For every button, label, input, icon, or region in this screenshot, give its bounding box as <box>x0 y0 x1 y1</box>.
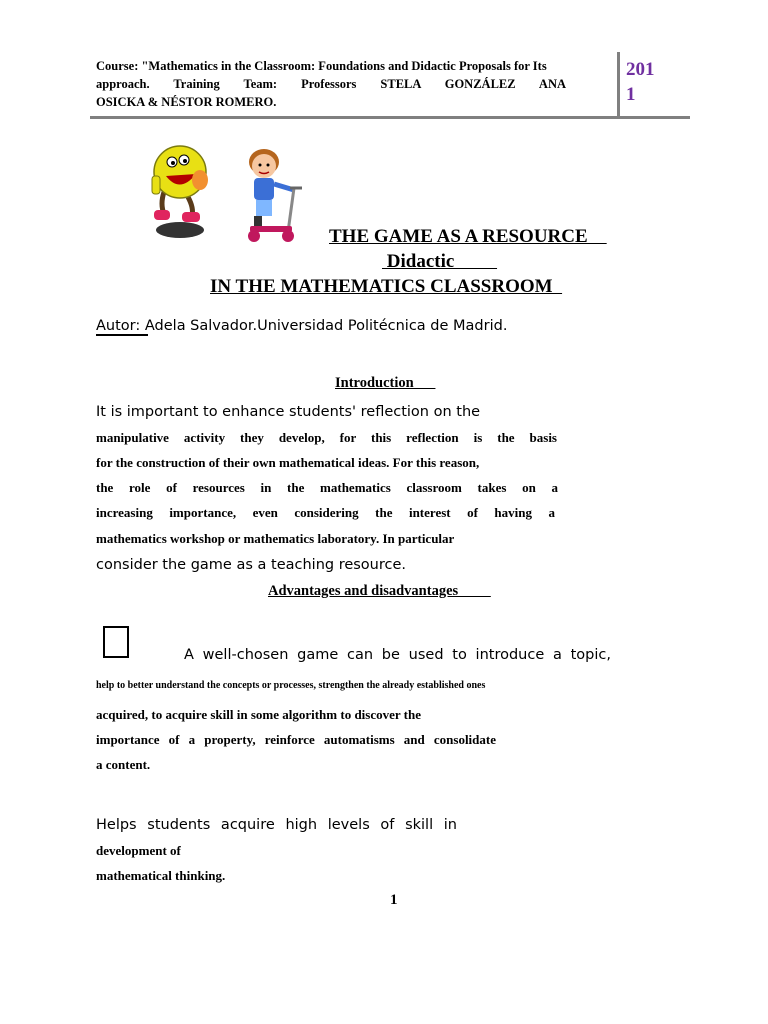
intro-line: mathematics workshop or mathematics laboratory. In particular <box>96 531 455 546</box>
pacman-character-icon <box>150 142 220 242</box>
bullet1-line: A well-chosen game can be used to introduce a topic, <box>184 647 611 663</box>
intro-line: increasing importance, even considering the interest of having a <box>96 505 555 520</box>
header-line-2: approach. Training Team: Professors STELA GONZÁLEZ ANA <box>96 77 566 91</box>
bullet2-line: mathematical thinking. <box>96 868 226 883</box>
bullet1-line: a content. <box>96 757 151 772</box>
header-divider <box>617 52 620 116</box>
page-number: 1 <box>390 892 398 908</box>
title-line-2: Didactic <box>382 251 498 272</box>
header-year: 201 1 <box>626 59 655 105</box>
bullet1-line: acquired, to acquire skill in some algorithm to discover the <box>96 707 421 722</box>
author-label: Autor: <box>96 318 141 334</box>
bullet1-line: importance of a property, reinforce automatisms and consolidate <box>96 732 496 747</box>
course-header <box>96 57 566 111</box>
author-label-underline <box>96 334 148 336</box>
header-line-3: OSICKA & NÉSTOR ROMERO. <box>96 95 277 109</box>
intro-line: for the construction of their own mathematical ideas. For this reason, <box>96 455 480 470</box>
title-line-3: IN THE MATHEMATICS CLASSROOM <box>210 276 563 297</box>
intro-line: It is important to enhance students' reflection on the <box>96 404 481 420</box>
title-line-1: THE GAME AS A RESOURCE <box>329 226 607 247</box>
bullet2-line: development of <box>96 843 181 858</box>
advantages-heading: Advantages and disadvantages <box>268 583 491 599</box>
author-text: Adela Salvador.Universidad Politécnica de Madrid. <box>140 318 508 334</box>
header-rule <box>90 116 690 119</box>
bullet1-line: help to better understand the concepts or processes, strengthen the already established ones <box>96 680 486 691</box>
author-line <box>96 316 507 336</box>
header-line-1: Course: "Mathematics in the Classroom: Foundations and Didactic Proposals for Its <box>96 59 547 73</box>
intro-line: manipulative activity they develop, for this reflection is the basis <box>96 430 557 445</box>
bullet-box-icon <box>103 626 129 658</box>
boy-on-scooter-icon <box>236 142 308 246</box>
intro-line: consider the game as a teaching resource. <box>96 557 407 573</box>
intro-line: the role of resources in the mathematics classroom takes on a <box>96 480 558 495</box>
introduction-heading: Introduction <box>335 375 436 391</box>
bullet2-line: Helps students acquire high levels of skill in <box>96 817 457 833</box>
